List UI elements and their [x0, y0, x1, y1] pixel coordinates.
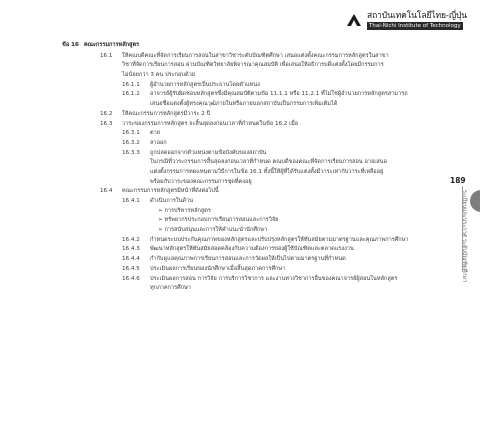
clause-line	[62, 236, 460, 246]
clause-line	[62, 187, 460, 197]
clause-line	[62, 149, 460, 159]
clause-text: แต่งตั้งกรรมการทดแทนตามวิธีการในข้อ 16.1 ทั้งนี้ให้ผู้ที่ได้รับแต่งตั้งมีวาระเท่ากับวาระที่เหลืออยู่	[150, 168, 384, 175]
regulation-body	[62, 41, 460, 294]
logo-mark-icon	[345, 12, 363, 28]
clause-line	[62, 100, 460, 110]
clause-line	[62, 120, 460, 130]
clause-text: ถูกปลดออกจากตำแหน่งตามข้อบังคับของสถาบัน	[150, 149, 267, 156]
clause-line	[62, 197, 460, 207]
clause-text: ให้คณบดีคณะที่จัดการเรียนการสอนในสาขาวิชาระดับบัณฑิตศึกษา เสนอแต่งตั้งคณะกรรมการหลักสูตรในสาขา	[122, 52, 389, 59]
clause-line	[62, 216, 460, 226]
clause-number: 16.1	[100, 52, 113, 59]
clause-number: 16.1.2	[122, 91, 140, 98]
org-name: สถาบันเทคโนโลยีไทย-ญี่ปุ่น	[367, 11, 468, 21]
clause-line	[62, 110, 460, 120]
clause-text: พัฒนาหลักสูตรให้ทันสมัยสอดคล้องกับความต้องการของผู้ใช้บัณฑิตและตลาดแรงงาน	[150, 246, 354, 253]
clause-line	[62, 255, 460, 265]
clause-text: ประเมินผลการสอน การวิจัย การบริการวิชาการ และงานทางวิชาการอื่นของคณาจารย์ผู้สอนในหลักสูตร	[150, 275, 398, 282]
clause-line	[62, 284, 460, 294]
clause-line	[62, 81, 460, 91]
clause-number: 16.3.2	[122, 139, 140, 146]
institute-logo	[345, 10, 475, 34]
clause-text: วิชาที่จัดการเรียนการสอน ผ่านบัณฑิตวิทยาลัยพิจารณาคุณสมบัติ เพื่อเสนอให้อธิการบดีแต่งตั้งโดยมีกรรมการ	[122, 62, 384, 69]
clause-line	[62, 139, 460, 149]
clause-text: อาจารย์ผู้รับผิดชอบหลักสูตรซึ่งมีคุณสมบัติตามข้อ 11.1.1 หรือ 11.2.1 ที่ไม่ใช่ผู้อำนวยการหลักสูตรสามารถ	[150, 91, 408, 98]
clause-line	[62, 71, 460, 81]
clause-text: กำกับดูแลคุณภาพการเรียนการสอนและการวัดผลให้เป็นไปตามมาตรฐานที่กำหนด	[150, 256, 346, 263]
clause-line	[62, 52, 460, 62]
clause-line	[62, 265, 460, 275]
clause-number: 16.3	[100, 120, 113, 127]
clause-text: ➢ การสนับสนุนและการให้คำแนะนำนักศึกษา	[158, 227, 268, 234]
clause-text: ตาย	[150, 130, 161, 137]
clause-number: 16.4.4	[122, 256, 140, 263]
clause-line	[62, 168, 460, 178]
clause-number: 16.3.3	[122, 149, 140, 156]
clause-line	[62, 90, 460, 100]
section-heading	[62, 41, 460, 51]
clause-line	[62, 275, 460, 285]
clause-line	[62, 61, 460, 71]
clause-text: วาระของกรรมการหลักสูตร จะสิ้นสุดลงก่อนเวลาที่กำหนดในข้อ 16.2 เมื่อ	[122, 120, 299, 127]
clause-line	[62, 207, 460, 217]
clause-number: 16.4.5	[122, 265, 140, 272]
clause-text: ไม่น้อยกว่า 3 คน ประกอบด้วย	[122, 72, 195, 79]
section-number: ข้อ 16	[62, 42, 79, 48]
clause-number: 16.1.1	[122, 81, 140, 88]
clause-text: พร้อมกับวาระของคณะกรรมการชุดที่คงอยู่	[150, 178, 252, 185]
side-tab-marker	[470, 190, 480, 212]
clause-line	[62, 158, 460, 168]
clause-line	[62, 226, 460, 236]
clause-number: 16.4.2	[122, 236, 140, 243]
clause-text: คณะกรรมการหลักสูตรมีหน้าที่ดังต่อไปนี้	[122, 188, 219, 195]
clause-text: ดำเนินการในด้าน	[150, 198, 194, 204]
clause-text: ผู้อำนวยการหลักสูตรเป็นประธานโดยตำแหน่ง	[150, 81, 260, 88]
clause-text: ➢ การบริหารหลักสูตร	[158, 207, 211, 214]
clause-number: 16.4.1	[122, 198, 140, 204]
side-section-label: ระเบียบและประกาศ ระดับบัณฑิตศึกษา	[461, 190, 467, 283]
clause-text: เสนอชื่อแต่งตั้งผู้ทรงคุณวุฒิภายในหรือภายนอกสถาบันเป็นกรรมการเพิ่มเติมได้	[150, 101, 338, 108]
page-number: 189	[450, 176, 466, 185]
clause-line	[62, 178, 460, 188]
clause-number: 16.4.6	[122, 275, 140, 282]
clause-number: 16.2	[100, 110, 113, 117]
clause-text: ประเมินผลการเรียนของนักศึกษาเมื่อสิ้นสุดภาคการศึกษา	[150, 265, 286, 272]
clause-line	[62, 129, 460, 139]
clause-text: ทุกภาคการศึกษา	[150, 285, 191, 292]
clause-line	[62, 245, 460, 255]
clause-text: ให้คณะกรรมการหลักสูตรมีวาระ 2 ปี	[122, 110, 211, 117]
clause-text: กำหนดระบบประกันคุณภาพของหลักสูตรและปรับปรุงหลักสูตรให้ทันสมัยตามมาตรฐานและคุณภาพการศึกษา	[150, 236, 409, 243]
clause-text: ลาออก	[150, 139, 167, 146]
clause-number: 16.4	[100, 188, 113, 195]
section-title: คณะกรรมการหลักสูตร	[84, 42, 140, 48]
clause-text: ➢ ทรัพยากรประกอบการเรียนการสอนและการวิจัย	[158, 217, 279, 224]
clause-number: 16.4.3	[122, 246, 140, 253]
clause-number: 16.3.1	[122, 130, 140, 137]
org-name-en: Thai-Nichi Institute of Technology	[369, 23, 461, 29]
clause-text: ในกรณีที่วาระกรรมการสิ้นสุดลงก่อนเวลาที่กำหนด คณบดีของคณะที่จัดการเรียนการสอน อาจเสนอ	[150, 159, 387, 166]
